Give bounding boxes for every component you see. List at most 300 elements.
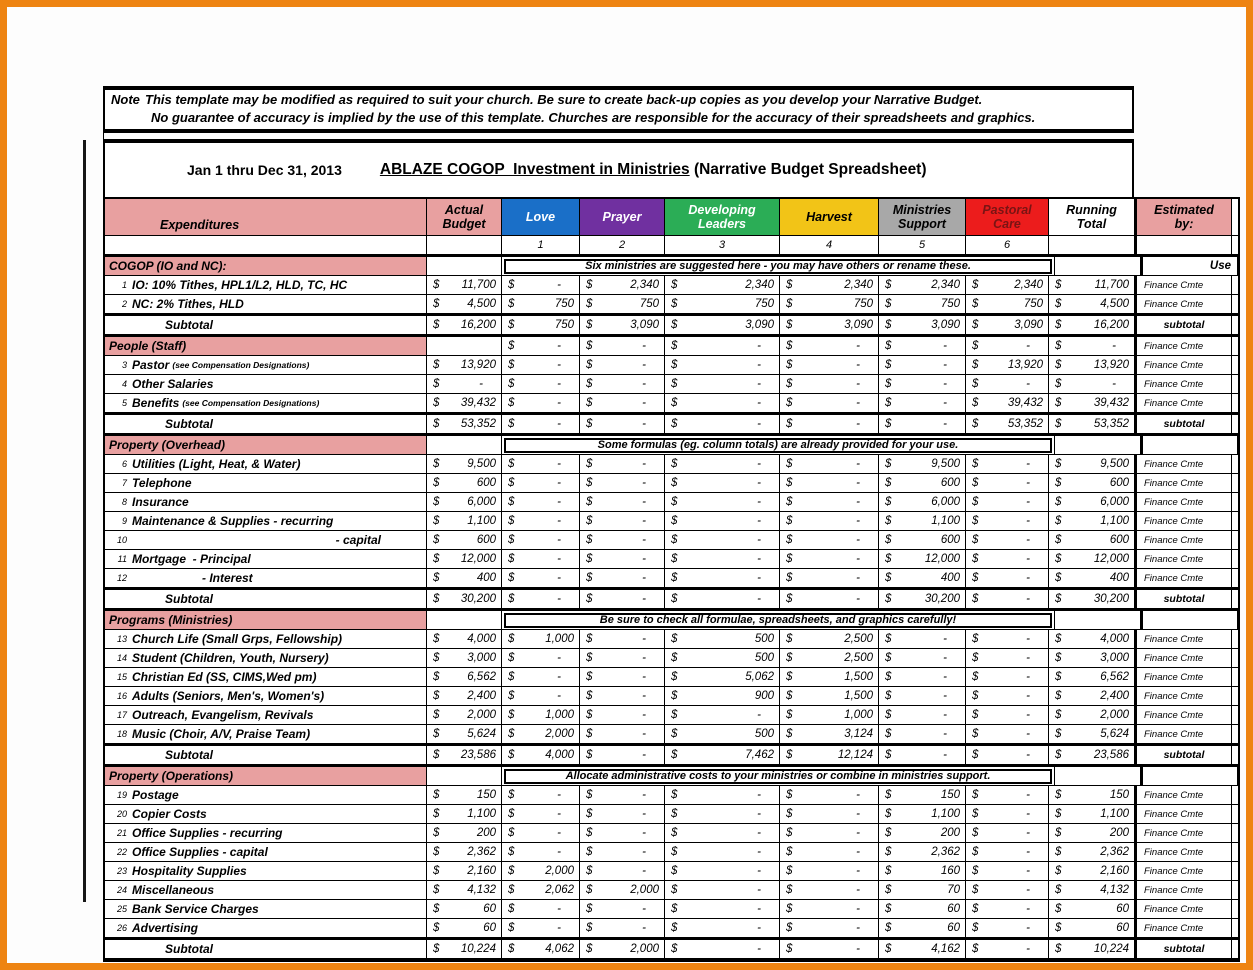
header-text: Harvest bbox=[806, 210, 852, 224]
row-number: 22 bbox=[116, 847, 127, 857]
cell-pastoral bbox=[966, 512, 1049, 530]
cell-value: 3,090 bbox=[1014, 319, 1043, 331]
cell-value: 2,000 bbox=[545, 865, 574, 877]
note-line-1 bbox=[111, 91, 1128, 109]
cell-value: - bbox=[856, 340, 860, 352]
currency-sign: $ bbox=[671, 378, 678, 390]
cell-value: - bbox=[943, 378, 947, 390]
currency-sign: $ bbox=[433, 279, 440, 291]
row-label-cell bbox=[105, 687, 427, 705]
currency-sign: $ bbox=[671, 515, 678, 527]
cell-support bbox=[879, 862, 966, 880]
header-text: Leaders bbox=[698, 217, 746, 231]
cell-value: 16,200 bbox=[460, 319, 496, 331]
currency-sign: $ bbox=[885, 690, 892, 702]
currency-sign: $ bbox=[508, 846, 515, 858]
cell-prayer bbox=[580, 394, 665, 412]
estimated-by-value: Finance Cmte bbox=[1144, 633, 1204, 645]
cell-estimated-by bbox=[1135, 919, 1232, 937]
cell-running bbox=[1049, 474, 1135, 492]
cell-running bbox=[1049, 531, 1135, 549]
cell-value: - bbox=[943, 749, 947, 761]
cell-estimated-by bbox=[1135, 824, 1232, 842]
cell-value: - bbox=[1026, 903, 1030, 915]
cell-estimated-by bbox=[1135, 649, 1232, 667]
cell-pastoral bbox=[966, 725, 1049, 743]
cell-value: - bbox=[757, 572, 761, 584]
cell-estimated-by bbox=[1135, 531, 1232, 549]
cell-value: - bbox=[642, 808, 646, 820]
currency-sign: $ bbox=[671, 671, 678, 683]
currency-sign: $ bbox=[885, 359, 892, 371]
cell-harvest bbox=[780, 394, 879, 412]
row-number: 8 bbox=[121, 497, 127, 507]
row-number: 16 bbox=[116, 691, 127, 701]
row-number: 9 bbox=[121, 516, 127, 526]
section-note-cell bbox=[502, 257, 1055, 275]
cell-value: 7,462 bbox=[745, 749, 774, 761]
cell-developing bbox=[665, 940, 780, 958]
cell-value: 150 bbox=[940, 789, 960, 801]
cell-value: - bbox=[1026, 884, 1030, 896]
currency-sign: $ bbox=[586, 515, 593, 527]
cell-value: 53,352 bbox=[1007, 418, 1043, 430]
currency-sign: $ bbox=[433, 359, 440, 371]
cell-value: 2,362 bbox=[467, 846, 496, 858]
estimated-by-value: Finance Cmte bbox=[1144, 903, 1204, 915]
cell-value: 9,500 bbox=[467, 458, 496, 470]
column-header-label bbox=[105, 199, 427, 235]
cell-developing bbox=[665, 493, 780, 511]
cell-developing bbox=[665, 649, 780, 667]
section-title bbox=[105, 337, 427, 355]
currency-sign: $ bbox=[972, 397, 979, 409]
cell-value: - bbox=[943, 633, 947, 645]
cell-pastoral bbox=[966, 337, 1049, 355]
cell-value: - bbox=[1026, 652, 1030, 664]
cell-prayer bbox=[580, 824, 665, 842]
cell-running bbox=[1049, 455, 1135, 473]
cell-developing bbox=[665, 725, 780, 743]
currency-sign: $ bbox=[1055, 515, 1062, 527]
estimated-by-value: Finance Cmte bbox=[1144, 827, 1204, 839]
cell-value: 750 bbox=[639, 298, 659, 310]
header-text: Expenditures bbox=[160, 218, 240, 232]
currency-sign: $ bbox=[433, 884, 440, 896]
cell-developing bbox=[665, 375, 780, 393]
currency-sign: $ bbox=[508, 671, 515, 683]
cell-running bbox=[1049, 630, 1135, 648]
row-label: Adults (Seniors, Men's, Women's) bbox=[132, 689, 325, 703]
cell-value: - bbox=[856, 865, 860, 877]
currency-sign: $ bbox=[586, 903, 593, 915]
currency-sign: $ bbox=[786, 749, 793, 761]
row-number: 21 bbox=[116, 828, 127, 838]
row-label-cell bbox=[105, 881, 427, 899]
cell-value: - bbox=[557, 496, 561, 508]
cell-pastoral bbox=[966, 746, 1049, 764]
cell-love bbox=[502, 394, 580, 412]
cell-support bbox=[879, 687, 966, 705]
currency-sign: $ bbox=[972, 319, 979, 331]
cell-love bbox=[502, 881, 580, 899]
cell-value: 13,920 bbox=[460, 359, 496, 371]
currency-sign: $ bbox=[972, 553, 979, 565]
currency-sign: $ bbox=[508, 690, 515, 702]
cell-value: 600 bbox=[940, 477, 960, 489]
data-row bbox=[105, 512, 1238, 531]
subtotal-row bbox=[105, 744, 1238, 765]
row-number: 13 bbox=[116, 634, 127, 644]
cell-running bbox=[1049, 512, 1135, 530]
cell-value: 2,340 bbox=[1014, 279, 1043, 291]
cell-value: - bbox=[642, 572, 646, 584]
cell-value: - bbox=[557, 808, 561, 820]
cell-harvest bbox=[780, 824, 879, 842]
cell-value: 900 bbox=[754, 690, 774, 702]
cell-love bbox=[502, 493, 580, 511]
currency-sign: $ bbox=[508, 553, 515, 565]
cell-prayer bbox=[580, 550, 665, 568]
cell-love bbox=[502, 668, 580, 686]
cell-value: - bbox=[642, 922, 646, 934]
row-label: Office Supplies - capital bbox=[132, 845, 268, 859]
cell-prayer bbox=[580, 630, 665, 648]
cell-value: 500 bbox=[754, 652, 774, 664]
estimated-by-value: Finance Cmte bbox=[1144, 279, 1204, 291]
cell-value: - bbox=[856, 496, 860, 508]
column-header-est bbox=[1135, 199, 1232, 235]
cell-value: - bbox=[1026, 827, 1030, 839]
row-number: 4 bbox=[121, 379, 127, 389]
cell-number-prayer bbox=[580, 236, 665, 254]
currency-sign: $ bbox=[786, 827, 793, 839]
currency-sign: $ bbox=[885, 922, 892, 934]
cell-pastoral bbox=[966, 415, 1049, 433]
currency-sign: $ bbox=[508, 728, 515, 740]
cell-value: - bbox=[1026, 709, 1030, 721]
cell-value: 10,224 bbox=[1093, 943, 1129, 955]
section-title bbox=[105, 257, 427, 275]
cell-estimated-by bbox=[1135, 295, 1232, 313]
currency-sign: $ bbox=[433, 690, 440, 702]
column-header-running bbox=[1049, 199, 1135, 235]
cell-value: 6,000 bbox=[931, 496, 960, 508]
cell-developing bbox=[665, 687, 780, 705]
cell-value: - bbox=[642, 671, 646, 683]
cell-value: 4,500 bbox=[1100, 298, 1129, 310]
cell-estimated-by bbox=[1135, 455, 1232, 473]
currency-sign: $ bbox=[508, 808, 515, 820]
cell-value: 600 bbox=[940, 534, 960, 546]
cell-number-running bbox=[1049, 236, 1135, 254]
cell-value: - bbox=[1026, 808, 1030, 820]
section-title-text: Property (Operations) bbox=[109, 769, 234, 783]
data-row bbox=[105, 474, 1238, 493]
cell-value: 1,100 bbox=[467, 808, 496, 820]
section-note-cell bbox=[502, 767, 1055, 785]
estimated-by-value: Finance Cmte bbox=[1144, 378, 1204, 390]
row-number: 24 bbox=[116, 885, 127, 895]
column-header-love bbox=[502, 199, 580, 235]
cell-value: - bbox=[642, 553, 646, 565]
cell-value: 30,200 bbox=[1093, 593, 1129, 605]
cell-value: - bbox=[757, 534, 761, 546]
row-label-cell bbox=[105, 375, 427, 393]
cell-love bbox=[502, 706, 580, 724]
cell-number-harvest bbox=[780, 236, 879, 254]
currency-sign: $ bbox=[786, 709, 793, 721]
cell-estimated-by bbox=[1135, 569, 1232, 587]
cell-pastoral bbox=[966, 295, 1049, 313]
currency-sign: $ bbox=[972, 340, 979, 352]
row-label-cell bbox=[105, 706, 427, 724]
row-number: 19 bbox=[116, 790, 127, 800]
row-label-cell bbox=[105, 531, 427, 549]
currency-sign: $ bbox=[1055, 943, 1062, 955]
row-label: Advertising bbox=[132, 921, 199, 935]
cell-value: 10,224 bbox=[460, 943, 496, 955]
cell-love bbox=[502, 919, 580, 937]
row-label: Hospitality Supplies bbox=[132, 864, 247, 878]
currency-sign: $ bbox=[885, 846, 892, 858]
cell-developing bbox=[665, 862, 780, 880]
cell-prayer bbox=[580, 531, 665, 549]
cell-estimated-by bbox=[1135, 725, 1232, 743]
currency-sign: $ bbox=[671, 884, 678, 896]
cell-harvest bbox=[780, 805, 879, 823]
ministry-number: 2 bbox=[618, 239, 626, 251]
estimated-by-value: Finance Cmte bbox=[1144, 922, 1204, 934]
data-row bbox=[105, 375, 1238, 394]
currency-sign: $ bbox=[508, 534, 515, 546]
header-text: Support bbox=[898, 217, 946, 231]
row-number: 17 bbox=[116, 710, 127, 720]
currency-sign: $ bbox=[433, 496, 440, 508]
cell-value: 750 bbox=[554, 319, 574, 331]
currency-sign: $ bbox=[433, 728, 440, 740]
currency-sign: $ bbox=[885, 789, 892, 801]
row-label: NC: 2% Tithes, HLD bbox=[132, 297, 244, 311]
currency-sign: $ bbox=[508, 789, 515, 801]
cell-love bbox=[502, 630, 580, 648]
currency-sign: $ bbox=[972, 690, 979, 702]
cell-developing bbox=[665, 590, 780, 608]
currency-sign: $ bbox=[786, 846, 793, 858]
row-number: 12 bbox=[116, 573, 127, 583]
cell-value: 2,340 bbox=[745, 279, 774, 291]
cell-harvest bbox=[780, 590, 879, 608]
cell-actual bbox=[427, 881, 502, 899]
cell-running bbox=[1049, 940, 1135, 958]
estimated-by-value: Finance Cmte bbox=[1144, 553, 1204, 565]
cell-pastoral bbox=[966, 394, 1049, 412]
currency-sign: $ bbox=[885, 496, 892, 508]
column-header-support bbox=[879, 199, 966, 235]
row-number: 2 bbox=[121, 299, 127, 309]
currency-sign: $ bbox=[586, 690, 593, 702]
cell-value: 6,000 bbox=[467, 496, 496, 508]
row-label: IO: 10% Tithes, HPL1/L2, HLD, TC, HC bbox=[132, 278, 348, 292]
cell-value: 1,100 bbox=[1100, 515, 1129, 527]
cell-value: 200 bbox=[476, 827, 496, 839]
subtotal-tag: subtotal bbox=[1163, 749, 1205, 761]
row-number: 25 bbox=[116, 904, 127, 914]
cell-value: - bbox=[1026, 690, 1030, 702]
cell-developing bbox=[665, 843, 780, 861]
cell-love bbox=[502, 316, 580, 334]
column-header-actual bbox=[427, 199, 502, 235]
cell-value: 4,132 bbox=[467, 884, 496, 896]
cell-value: - bbox=[642, 709, 646, 721]
cell-value: - bbox=[856, 789, 860, 801]
currency-sign: $ bbox=[1055, 359, 1062, 371]
cell-actual bbox=[427, 668, 502, 686]
data-row bbox=[105, 843, 1238, 862]
ministry-number: 6 bbox=[1003, 239, 1011, 251]
row-label: Pastor bbox=[132, 358, 170, 372]
currency-sign: $ bbox=[586, 922, 593, 934]
cell-developing bbox=[665, 276, 780, 294]
row-label: Telephone bbox=[132, 476, 192, 490]
cell-love bbox=[502, 805, 580, 823]
header-text: Love bbox=[525, 210, 556, 224]
row-label: Christian Ed (SS, CIMS,Wed pm) bbox=[132, 670, 317, 684]
subtotal-tag: subtotal bbox=[1163, 418, 1205, 430]
estimated-by-value: Finance Cmte bbox=[1144, 808, 1204, 820]
cell-love bbox=[502, 550, 580, 568]
section-note: Allocate administrative costs to your ministries or combine in ministries support. bbox=[504, 769, 1052, 784]
cell-value: - bbox=[642, 515, 646, 527]
section-title-text: Property (Overhead) bbox=[109, 438, 226, 452]
cell-number-pastoral bbox=[966, 236, 1049, 254]
cell-number-est bbox=[1135, 236, 1232, 254]
cell-running bbox=[1049, 276, 1135, 294]
currency-sign: $ bbox=[586, 827, 593, 839]
data-row bbox=[105, 356, 1238, 375]
row-number: 7 bbox=[121, 478, 127, 488]
cell-actual bbox=[427, 687, 502, 705]
column-header-harvest bbox=[780, 199, 879, 235]
currency-sign: $ bbox=[885, 279, 892, 291]
cell-actual bbox=[427, 337, 502, 355]
subtotal-label-cell bbox=[105, 415, 427, 433]
cell-value: - bbox=[557, 340, 561, 352]
cell-value: - bbox=[856, 534, 860, 546]
currency-sign: $ bbox=[972, 808, 979, 820]
cell-support bbox=[879, 725, 966, 743]
section-title-text: People (Staff) bbox=[109, 339, 187, 353]
data-row bbox=[105, 569, 1238, 588]
cell-value: - bbox=[943, 709, 947, 721]
subtotal-label-cell bbox=[105, 940, 427, 958]
cell-developing bbox=[665, 356, 780, 374]
cell-developing bbox=[665, 569, 780, 587]
cell-value: - bbox=[757, 359, 761, 371]
currency-sign: $ bbox=[433, 671, 440, 683]
estimated-by-value: Finance Cmte bbox=[1144, 789, 1204, 801]
cell-value: 60 bbox=[1116, 922, 1129, 934]
currency-sign: $ bbox=[972, 652, 979, 664]
cell-value: 12,000 bbox=[460, 553, 496, 565]
currency-sign: $ bbox=[972, 534, 979, 546]
cell-harvest bbox=[780, 356, 879, 374]
cell-value: 2,340 bbox=[630, 279, 659, 291]
cell-value: 13,920 bbox=[1093, 359, 1129, 371]
cell-value: - bbox=[642, 477, 646, 489]
cell-value: 2,160 bbox=[1100, 865, 1129, 877]
estimated-by-value: Finance Cmte bbox=[1144, 515, 1204, 527]
cell-value: - bbox=[1026, 378, 1030, 390]
column-header-developing bbox=[665, 199, 780, 235]
cell-value: 200 bbox=[940, 827, 960, 839]
cell-value: 150 bbox=[476, 789, 496, 801]
cell-value: 11,700 bbox=[1094, 279, 1129, 291]
section-header-row bbox=[105, 609, 1238, 630]
currency-sign: $ bbox=[885, 397, 892, 409]
currency-sign: $ bbox=[671, 943, 678, 955]
currency-sign: $ bbox=[1055, 477, 1062, 489]
row-number: 1 bbox=[121, 280, 127, 290]
cell-value: - bbox=[557, 515, 561, 527]
cell-value: 39,432 bbox=[460, 397, 496, 409]
cell-value: 5,624 bbox=[1100, 728, 1129, 740]
cell-prayer bbox=[580, 843, 665, 861]
cell-value: 750 bbox=[1023, 298, 1043, 310]
cell-value: 1,500 bbox=[844, 690, 873, 702]
cell-love bbox=[502, 276, 580, 294]
currency-sign: $ bbox=[786, 671, 793, 683]
row-number: 11 bbox=[117, 554, 127, 564]
header-row bbox=[105, 199, 1238, 236]
cell-value: - bbox=[642, 728, 646, 740]
cell-developing bbox=[665, 512, 780, 530]
cell-developing bbox=[665, 415, 780, 433]
currency-sign: $ bbox=[671, 633, 678, 645]
cell-value: 750 bbox=[940, 298, 960, 310]
cell-value: - bbox=[856, 515, 860, 527]
row-label-cell bbox=[105, 725, 427, 743]
cell-support bbox=[879, 843, 966, 861]
cell-value: - bbox=[557, 827, 561, 839]
cell-estimated-by bbox=[1135, 862, 1232, 880]
row-number: 23 bbox=[116, 866, 127, 876]
data-row bbox=[105, 550, 1238, 569]
cell-value: - bbox=[856, 593, 860, 605]
cell-support bbox=[879, 512, 966, 530]
cell-value: - bbox=[642, 397, 646, 409]
row-label-cell bbox=[105, 862, 427, 880]
section-header-row bbox=[105, 255, 1238, 276]
cell-value: - bbox=[943, 690, 947, 702]
row-label-cell bbox=[105, 512, 427, 530]
cell-value: - bbox=[557, 593, 561, 605]
cell-harvest bbox=[780, 725, 879, 743]
cell-prayer bbox=[580, 569, 665, 587]
cell-running bbox=[1049, 649, 1135, 667]
currency-sign: $ bbox=[586, 359, 593, 371]
cell-value: - bbox=[757, 340, 761, 352]
cell-value: 4,000 bbox=[545, 749, 574, 761]
cell-value: - bbox=[856, 943, 860, 955]
currency-sign: $ bbox=[885, 572, 892, 584]
cell-value: 150 bbox=[1109, 789, 1129, 801]
row-label-cell bbox=[105, 474, 427, 492]
row-number: 3 bbox=[121, 360, 127, 370]
currency-sign: $ bbox=[885, 884, 892, 896]
cell-value: 2,340 bbox=[844, 279, 873, 291]
cell-pastoral bbox=[966, 590, 1049, 608]
